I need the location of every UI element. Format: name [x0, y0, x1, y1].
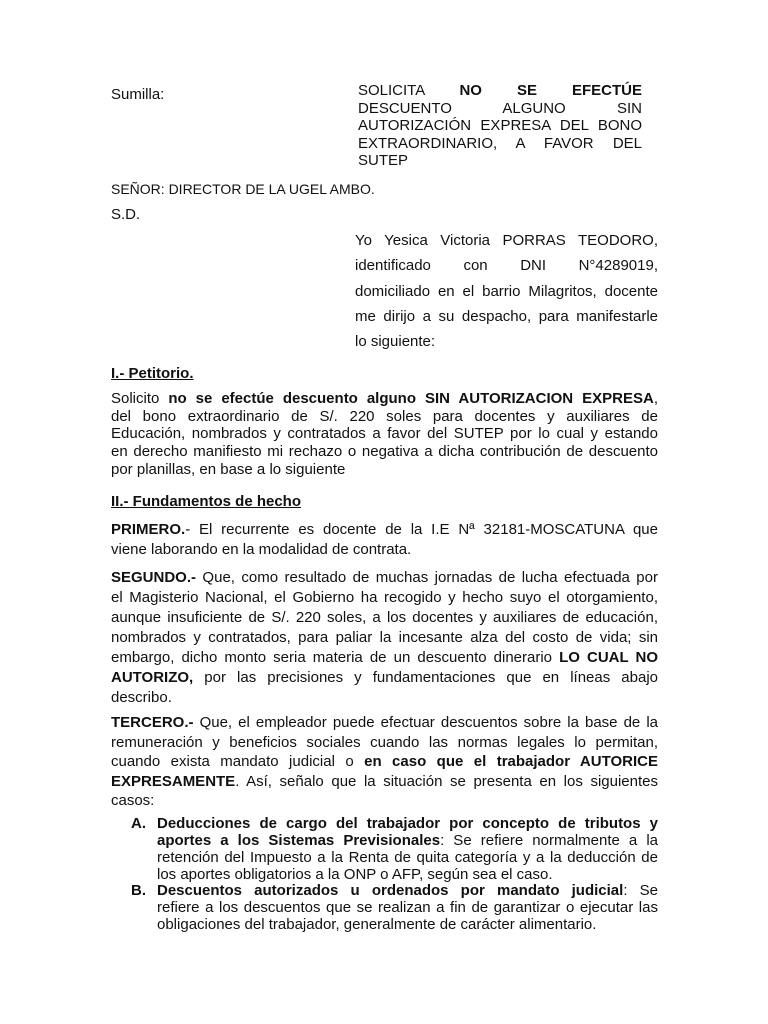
- paragraph-line: Educación, nombrados y contratados a favor del SUTEP por lo cual y estando: [111, 425, 658, 443]
- list-item-body: [157, 882, 658, 933]
- list-line: los aportes obligatorios a la ONP o AFP, según sea el caso.: [157, 866, 553, 883]
- list-marker: A.: [131, 815, 146, 832]
- intro-line: Yo Yesica Victoria PORRAS TEODORO,: [355, 232, 658, 249]
- paragraph-line: describo.: [111, 689, 172, 706]
- paragraph-line: Solicito no se efectúe descuento alguno SIN AUTORIZACION EXPRESA,: [111, 390, 658, 407]
- paragraph-line: aunque insuficiente de S/. 220 soles, a los docentes y auxiliares de educación,: [111, 609, 658, 626]
- intro-paragraph: [355, 228, 658, 354]
- list-item: [131, 882, 658, 942]
- paragraph-line: del bono extraordinario de S/. 220 soles para docentes y auxiliares de: [111, 407, 658, 425]
- list-item: [131, 815, 658, 885]
- paragraph-line: nombrados y contratados, para paliar la incesante alza del costo de vida; sin: [111, 629, 658, 646]
- segundo-paragraph: [111, 568, 658, 708]
- sumilla-line: EXTRAORDINARIO, A FAVOR DEL: [358, 134, 642, 152]
- list-line: retención del Impuesto a la Renta de quita categoría y a la deducción de: [157, 849, 658, 866]
- list-item-body: [157, 815, 658, 883]
- paragraph-line: TERCERO.- Que, el empleador puede efectuar descuentos sobre la base de la: [111, 714, 658, 731]
- paragraph-line: el Magisterio Nacional, el Gobierno ha recogido y hecho suyo el otorgamiento,: [111, 589, 658, 606]
- paragraph-line: EXPRESAMENTE. Así, señalo que la situación se presenta en los siguientes: [111, 772, 658, 790]
- salutation-sd: S.D.: [111, 206, 141, 223]
- petitorio-heading: I.- Petitorio.: [111, 365, 194, 382]
- list-marker: B.: [131, 882, 146, 899]
- paragraph-line: PRIMERO.- El recurrente es docente de la I.E Nª 32181-MOSCATUNA que: [111, 521, 658, 538]
- paragraph-line: embargo, dicho monto seria materia de un descuento dinerario LO CUAL NO: [111, 649, 658, 666]
- paragraph-line: AUTORIZO, por las precisiones y fundamentaciones que en líneas abajo: [111, 669, 658, 686]
- list-line: Descuentos autorizados u ordenados por mandato judicial: Se: [157, 882, 658, 899]
- intro-line: identificado con DNI N°4289019,: [355, 257, 658, 275]
- intro-line: domiciliado en el barrio Milagritos, docente: [355, 282, 658, 300]
- sumilla-line: SUTEP: [358, 152, 409, 169]
- paragraph-line: casos:: [111, 792, 155, 809]
- paragraph-line: remuneración y beneficios sociales cuando las normas legales lo permitan,: [111, 733, 658, 751]
- list-line: obligaciones del trabajador, generalmente de carácter alimentario.: [157, 916, 597, 933]
- intro-line: lo siguiente:: [355, 333, 436, 351]
- sumilla-line: SOLICITA NO SE EFECTÚE: [358, 82, 642, 99]
- list-line: aportes a los Sistemas Previsionales: Se refiere normalmente a la: [157, 832, 658, 849]
- petitorio-paragraph: [111, 390, 658, 479]
- sumilla-label: Sumilla:: [111, 86, 165, 103]
- paragraph-line: cuando exista mandato judicial o en caso que el trabajador AUTORICE: [111, 753, 658, 770]
- paragraph-line: viene laborando en la modalidad de contrata.: [111, 541, 412, 558]
- intro-line: me dirijo a su despacho, para manifestarle: [355, 307, 658, 325]
- tercero-paragraph: [111, 713, 658, 811]
- addressee: SEÑOR: DIRECTOR DE LA UGEL AMBO.: [111, 181, 375, 197]
- sumilla-line: DESCUENTO ALGUNO SIN: [358, 99, 642, 117]
- list-line: Deducciones de cargo del trabajador por concepto de tributos y: [157, 815, 658, 832]
- sumilla-line: AUTORIZACIÓN EXPRESA DEL BONO: [358, 117, 642, 134]
- paragraph-line: SEGUNDO.- Que, como resultado de muchas jornadas de lucha efectuada por: [111, 569, 658, 586]
- paragraph-line: en derecho manifiesto mi rechazo o negativa a dicha contribución de descuento: [111, 443, 658, 461]
- paragraph-line: por planillas, en base a lo siguiente: [111, 460, 346, 478]
- sumilla-text: [358, 82, 642, 170]
- fundamentos-heading: II.- Fundamentos de hecho: [111, 493, 302, 510]
- list-line: refiere a los descuentos que se realizan a fin de garantizar o ejecutar las: [157, 899, 658, 916]
- primero-paragraph: [111, 520, 658, 560]
